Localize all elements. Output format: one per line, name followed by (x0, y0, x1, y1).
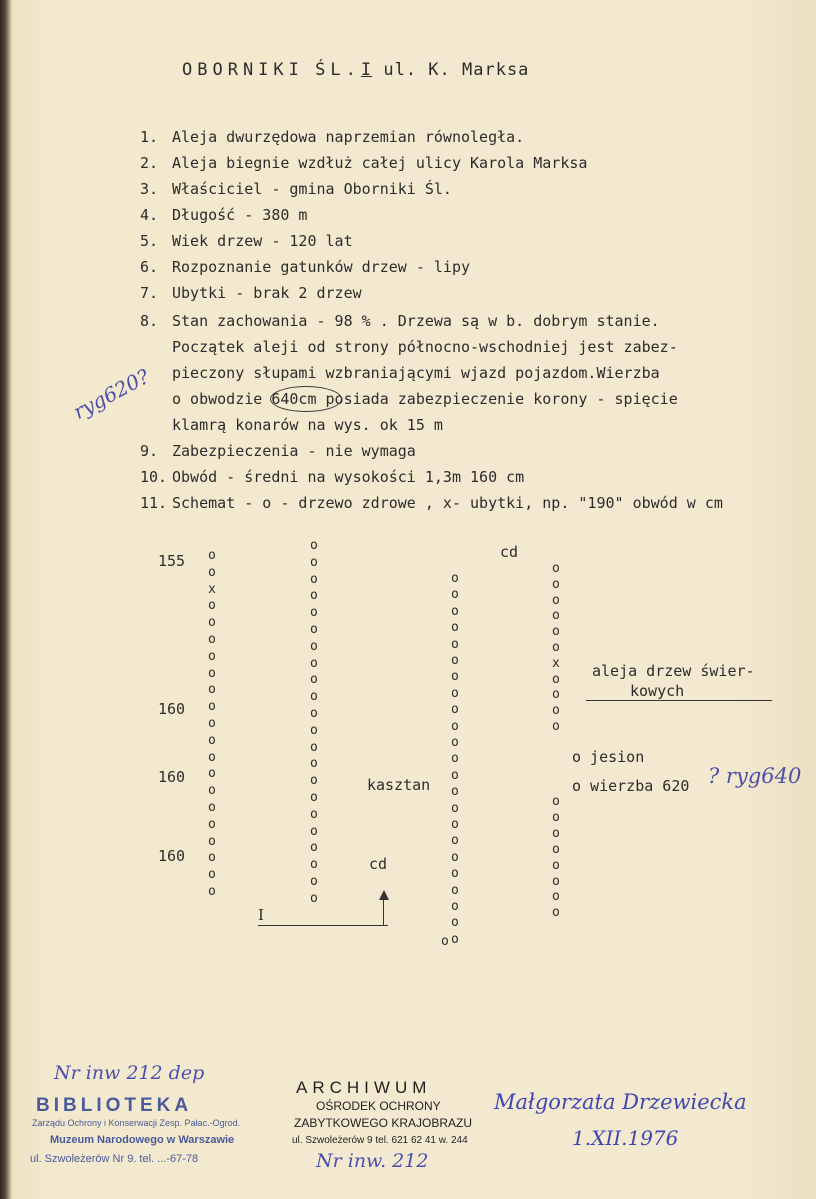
section-mark: I (258, 906, 264, 924)
tree-marker: o (441, 934, 449, 949)
direction-arrow-shaft (383, 898, 384, 926)
page-binding-edge (0, 0, 12, 1199)
tree-marker: o (208, 648, 216, 664)
tree-marker: o (552, 719, 560, 734)
tree-marker: o (310, 605, 318, 621)
tree-marker: o (310, 840, 318, 856)
row-label: 160 (158, 768, 186, 786)
tree-marker: o (310, 857, 318, 873)
tree-marker: o (310, 722, 318, 738)
tree-marker: o (310, 571, 318, 587)
tree-marker: o (208, 783, 216, 799)
cd-label-bottom: cd (369, 855, 388, 873)
tree-marker: o (451, 653, 459, 668)
tree-marker: o (552, 561, 560, 576)
title-street: ul. K. Marksa (383, 60, 530, 80)
library-stamp-line2: Muzeum Narodowego w Warszawie (50, 1134, 235, 1146)
tree-marker: o (552, 794, 560, 809)
archive-stamp-line1: OŚRODEK OCHRONY (316, 1099, 441, 1113)
library-stamp-title: BIBLIOTEKA (36, 1095, 193, 1116)
tree-marker: o (208, 833, 216, 849)
archive-stamp-title: ARCHIWUM (296, 1078, 432, 1097)
tree-marker: o (208, 632, 216, 647)
list-item: klamrą konarów na wys. ok 15 m (172, 416, 443, 434)
tree-marker: o (552, 608, 560, 624)
margin-note: ryg620? (69, 364, 154, 424)
circled-value-mark (270, 386, 342, 412)
tree-marker: o (208, 800, 216, 815)
list-item: 10. Obwód - średni na wysokości 1,3m 160 cm (140, 468, 525, 486)
tree-marker: o (552, 857, 560, 873)
list-item: Początek alejі od strony północno-wschodniej jest zabez- (172, 338, 678, 356)
tree-marker: o (310, 806, 318, 822)
list-item: 6. Rozpoznanie gatunków drzew - lipy (140, 258, 471, 276)
tree-marker: o (451, 669, 459, 685)
tree-marker: o (552, 592, 560, 608)
tree-marker: o (552, 687, 560, 703)
library-handnote: Nr inw 212 dep (54, 1062, 205, 1084)
tree-marker: o (451, 817, 459, 832)
title-region: ŚL. (315, 60, 361, 80)
tree-marker: o (451, 587, 459, 603)
tree-marker: o (208, 749, 216, 765)
tree-marker: o (451, 751, 459, 767)
tree-marker: o (310, 874, 318, 889)
tree-marker: o (310, 672, 318, 688)
row-label: 160 (158, 700, 186, 718)
tree-marker: o (552, 873, 560, 889)
tree-marker: o (451, 800, 459, 816)
tree-marker: o (310, 756, 318, 772)
list-item: 4. Długość - 380 m (140, 206, 308, 224)
tree-marker: o (451, 899, 459, 914)
tree-marker: o (451, 849, 459, 865)
tree-marker: o (451, 931, 459, 947)
tree-marker: o (310, 588, 318, 604)
tree-marker: o (451, 915, 459, 931)
tree-marker: o (552, 889, 560, 905)
tree-marker: o (552, 809, 560, 825)
list-item: 1. Aleja dwurzędowa naprzemian równoległa. (140, 128, 525, 146)
library-stamp-line3: ul. Szwoleżerów Nr 9. tel. ...-67-78 (30, 1153, 199, 1165)
archive-stamp-line2: ZABYTKOWEGO KRAJOBRAZU (294, 1116, 473, 1130)
tree-marker: o (552, 703, 560, 719)
title-town: OBORNIKI (182, 60, 304, 80)
list-item: 3. Właściciel - gmina Oborniki Śl. (140, 180, 452, 198)
tree-marker: o (208, 816, 216, 832)
library-stamp-line1: Zarządu Ochrony i Konserwacji Zesp. Pałac.-Ogrod. (32, 1118, 241, 1128)
list-item: 7. Ubytki - brak 2 drzew (140, 284, 362, 302)
tree-marker: o (310, 706, 318, 721)
list-item: 9. Zabezpieczenia - nie wymaga (140, 442, 416, 460)
tree-marker: o (208, 850, 216, 866)
tree-marker: o (310, 739, 318, 755)
tree-loss-marker: x (208, 581, 216, 597)
title-numeral: I (360, 60, 373, 80)
tree-marker: o (310, 638, 318, 654)
tree-marker: o (552, 576, 560, 592)
signature: Małgorzata Drzewiecka (494, 1090, 747, 1114)
tree-marker: o (208, 615, 216, 631)
tree-marker: o (208, 564, 216, 580)
list-item: 5. Wiek drzew - 120 lat (140, 232, 353, 250)
tree-marker: o (208, 682, 216, 698)
tree-marker: o (451, 603, 459, 619)
tree-marker: o (310, 823, 318, 839)
tree-marker: o (208, 716, 216, 731)
aleja-label-line1: aleja drzew świer- (592, 662, 755, 680)
tree-marker: o (451, 833, 459, 849)
tree-marker: o (208, 867, 216, 883)
signature-date: 1.XII.1976 (572, 1126, 679, 1150)
list-item: 2. Aleja biegnie wzdłuż całej ulicy Karola Marksa (140, 154, 588, 172)
list-item: pieczony słupami wzbraniającymi wjazd pojazdom.Wierzba (172, 364, 660, 382)
kasztan-label: kasztan (367, 776, 431, 794)
tree-marker: o (208, 665, 216, 681)
tree-marker: o (451, 735, 459, 750)
tree-marker: o (451, 620, 459, 636)
tree-marker: o (451, 784, 459, 800)
tree-marker: o (310, 689, 318, 705)
tree-marker: o (208, 732, 216, 748)
aleja-label-line2: kowych (630, 682, 685, 700)
tree-marker: o (208, 699, 216, 715)
document-title (182, 60, 529, 80)
tree-marker: o (552, 825, 560, 841)
archive-handnote: Nr inw. 212 (316, 1150, 429, 1172)
tree-marker: o (451, 718, 459, 734)
tree-marker: o (310, 554, 318, 570)
cd-label-top: cd (500, 543, 519, 561)
section-line (258, 925, 388, 926)
tree-marker: o (208, 884, 216, 899)
tree-marker: o (310, 890, 318, 906)
tree-marker: o (310, 655, 318, 671)
list-item: o obwodzie 640cm posiada zabezpieczenie korony - spięcie (172, 390, 678, 408)
jesion-label: o jesion (572, 748, 645, 766)
tree-marker: o (310, 538, 318, 553)
list-item: 11. Schemat - o - drzewo zdrowe , x- ubytki, np. "190" obwód w cm (140, 494, 723, 512)
tree-marker: o (208, 548, 216, 563)
arrow-up-icon (379, 890, 389, 900)
archive-stamp-line3: ul. Szwoleżerów 9 tel. 621 62 41 w. 244 (292, 1135, 468, 1146)
tree-marker: o (552, 905, 560, 921)
tree-marker: o (310, 773, 318, 789)
wierzba-correction-note: ? ryg640 (708, 764, 802, 788)
tree-marker: o (552, 640, 560, 655)
tree-marker: o (451, 685, 459, 701)
row-label: 160 (158, 847, 186, 865)
tree-marker: o (451, 636, 459, 652)
tree-marker: o (208, 598, 216, 614)
aleja-underline (586, 700, 772, 701)
tree-marker: o (310, 622, 318, 637)
tree-marker: o (451, 882, 459, 898)
tree-marker: o (310, 790, 318, 805)
tree-marker: o (552, 624, 560, 640)
wierzba-label: o wierzba 620 (572, 777, 690, 795)
list-item: 8. Stan zachowania - 98 % . Drzewa są w b. dobrym stanie. (140, 312, 660, 330)
tree-marker: o (451, 767, 459, 783)
tree-loss-marker: x (552, 655, 560, 671)
tree-marker: o (208, 766, 216, 782)
tree-marker: o (552, 841, 560, 857)
tree-marker: o (451, 866, 459, 882)
tree-marker: o (451, 571, 459, 586)
tree-marker: o (552, 671, 560, 687)
row-label: 155 (158, 552, 186, 570)
tree-marker: o (451, 702, 459, 718)
